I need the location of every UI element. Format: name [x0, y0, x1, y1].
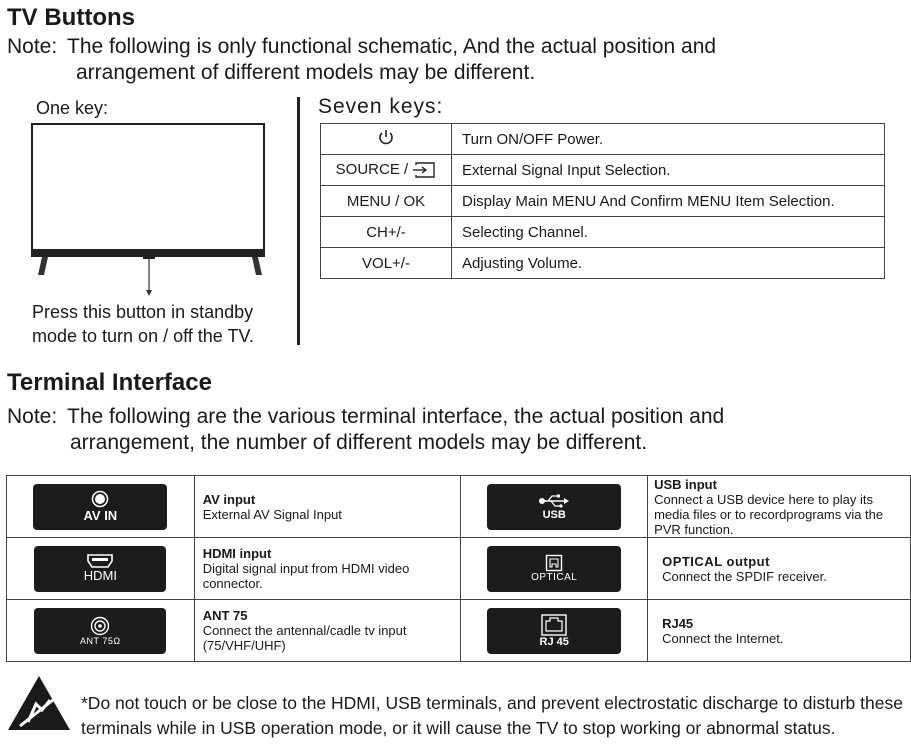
port-badge-cell — [7, 538, 195, 600]
usb-icon — [538, 493, 570, 509]
badge-label: ANT 75Ω — [80, 635, 121, 646]
ant-badge — [34, 608, 166, 654]
hdmi-badge — [34, 546, 166, 592]
port-title: USB input — [654, 476, 717, 492]
seven-keys-table — [320, 123, 885, 279]
port-desc: Connect the Internet. — [662, 630, 784, 646]
terminal-title: Terminal Interface — [7, 369, 212, 396]
table-row — [321, 186, 885, 217]
port-badge-cell — [461, 476, 648, 538]
key-source — [321, 155, 452, 186]
tv-buttons-note-line1: The following is only functional schematic, And the actual position and — [67, 35, 717, 58]
port-info-cell — [648, 538, 911, 600]
port-desc: Digital signal input from HDMI video connector. — [202, 561, 410, 591]
optical-badge — [487, 546, 621, 592]
optical-port-icon — [545, 554, 563, 572]
port-desc: Connect the antennal/cadle tv input (75/VHF/UHF) — [202, 623, 407, 653]
terminal-note-line1: The following are the various terminal interface, the actual position and — [67, 405, 725, 428]
port-title: AV input — [202, 491, 256, 507]
tv-buttons-title: TV Buttons — [7, 4, 135, 31]
input-source-icon — [412, 161, 436, 179]
rj45-badge — [487, 608, 621, 654]
port-info-cell — [194, 600, 461, 662]
one-key-caption-line2: mode to turn on / off the TV. — [32, 326, 254, 346]
section-divider — [297, 97, 300, 345]
port-title: HDMI input — [202, 546, 272, 561]
one-key-label: One key: — [36, 98, 109, 118]
badge-label: RJ 45 — [539, 635, 569, 648]
one-key-caption-line1: Press this button in standby — [32, 302, 254, 322]
ethernet-port-icon — [541, 614, 567, 636]
port-title: ANT 75 — [202, 608, 248, 623]
tv-stand-and-button-icon — [30, 255, 270, 300]
one-key-caption — [32, 300, 254, 348]
badge-label: HDMI — [83, 568, 117, 583]
port-info-cell — [648, 600, 911, 662]
table-row — [321, 217, 885, 248]
key-channel: CH+/- — [321, 217, 452, 248]
table-row — [7, 600, 911, 662]
key-label: SOURCE / — [335, 160, 409, 178]
port-badge-cell — [461, 600, 648, 662]
usb-badge — [487, 484, 621, 530]
port-info-cell — [194, 476, 461, 538]
badge-label: OPTICAL — [531, 572, 578, 583]
warning-line1: *Do not touch or be close to the HDMI, USB terminals, and prevent electrostatic discharge to disturb these — [81, 693, 903, 713]
table-row — [321, 248, 885, 279]
av-jack-icon — [91, 490, 109, 508]
port-title: OPTICAL output — [662, 553, 770, 569]
key-power — [321, 124, 452, 155]
tv-buttons-note-line2: arrangement of different models may be different. — [76, 61, 536, 84]
key-menu-ok: MENU / OK — [321, 186, 452, 217]
table-row — [7, 476, 911, 538]
terminal-note-line2: arrangement, the number of different models may be different. — [70, 431, 648, 454]
table-row — [321, 124, 885, 155]
key-desc: Turn ON/OFF Power. — [452, 124, 885, 155]
warning-text — [81, 691, 903, 741]
badge-label: USB — [542, 508, 566, 521]
coax-icon — [90, 616, 110, 636]
key-volume: VOL+/- — [321, 248, 452, 279]
badge-label: AV IN — [83, 508, 118, 523]
tv-illustration — [31, 123, 265, 257]
key-desc: Selecting Channel. — [452, 217, 885, 248]
esd-warning-icon — [6, 674, 72, 732]
power-icon — [377, 128, 395, 146]
port-desc: Connect the SPDIF receiver. — [662, 568, 827, 584]
terminal-note-prefix: Note: — [7, 405, 58, 428]
port-info-cell — [648, 476, 911, 538]
key-desc: External Signal Input Selection. — [452, 155, 885, 186]
port-title: RJ45 — [662, 615, 694, 631]
key-desc: Adjusting Volume. — [452, 248, 885, 279]
port-badge-cell — [461, 538, 648, 600]
hdmi-port-icon — [87, 554, 113, 568]
port-desc: Connect a USB device here to play its media files or to recordprograms via the PVR function. — [654, 491, 884, 537]
table-row — [7, 538, 911, 600]
seven-keys-label: Seven keys: — [318, 95, 444, 118]
warning-line2: terminals while in USB operation mode, or it will cause the TV to stop working or abnormal status. — [81, 718, 836, 738]
key-desc: Display Main MENU And Confirm MENU Item Selection. — [452, 186, 885, 217]
av-in-badge — [33, 484, 167, 530]
port-badge-cell — [7, 600, 195, 662]
port-info-cell — [194, 538, 461, 600]
port-badge-cell — [7, 476, 195, 538]
tv-buttons-note-prefix: Note: — [7, 35, 58, 58]
table-row — [321, 155, 885, 186]
terminal-table — [6, 475, 911, 662]
port-desc: External AV Signal Input — [202, 506, 342, 522]
